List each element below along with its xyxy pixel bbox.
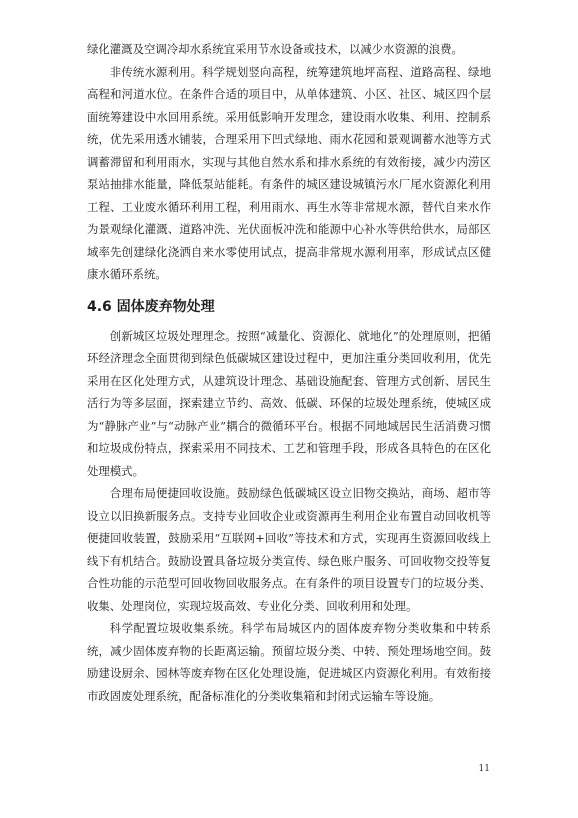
section-title: 固体废弃物处理 <box>116 298 215 315</box>
page-number: 11 <box>478 764 490 774</box>
paragraph-recycling-facilities: 合理布局便捷回收设施。鼓励绿色低碳城区设立旧物交换站，商场、超市等设立以旧换新服务点。支持专业回收企业或资源再生利用企业布置自动回收机等便捷回收装置，鼓励采用“互联网+回收”等技术和方式，实现再生资源回收线上线下有机结合。鼓励设置具备垃圾分类宣传、绿色账户服务、可回收物交投等复合性功能的示范型可回收物回收服务点。在有条件的项目设置专门的垃圾分类、收集、处理岗位，实现垃圾高效、专业化分类、回收利用和处理。 <box>87 486 491 613</box>
section-heading <box>87 296 491 318</box>
paragraph-continued: 绿化灌溉及空调冷却水系统宜采用节水设备或技术，以减少水资源的浪费。 <box>87 42 463 56</box>
section-number: 4.6 <box>87 298 112 315</box>
paragraph-waste-concept: 创新城区垃圾处理理念。按照“减量化、资源化、就地化”的处理原则，把循环经济理念全面贯彻到绿色低碳城区建设过程中，更加注重分类回收利用，优先采用在区化处理方式，从建筑设计理念、基础设施配套、管理方式创新、居民生活行为等多层面，探索建立节约、高效、低碳、环保的垃圾处理系统，使城区成为“静脉产业”与“动脉产业”耦合的微循环平台。根据不同地域居民生活消费习惯和垃圾成份特点，探索采用不同技术、工艺和管理手段，形成各具特色的在区化处理模式。 <box>87 328 491 478</box>
paragraph-nontraditional-water: 非传统水源利用。科学规划竖向高程，统筹建筑地坪高程、道路高程、绿地高程和河道水位。在条件合适的项目中，从单体建筑、小区、社区、城区四个层面统筹建设中水回用系统。采用低影响开发理念，建设雨水收集、利用、控制系统，优先采用透水铺装，合理采用下凹式绿地、雨水花园和景观调蓄水池等方式调蓄滞留和利用雨水，实现与其他自然水系和排水系统的有效衔接，减少内涝区泵站抽排水能量，降低泵站能耗。有条件的城区建设城镇污水厂尾水资源化利用工程、工业废水循环利用工程，利用雨水、再生水等非常规水源，替代自来水作为景观绿化灌溉、道路冲洗、光伏面板冲洗和能源中心补水等供给供水，局部区域率先创建绿化浇洒自来水零使用试点，提高非常规水源利用率，形成试点区健康水循环系统。 <box>87 64 491 281</box>
document-body <box>87 38 491 707</box>
paragraph-collection-system: 科学配置垃圾收集系统。科学布局城区内的固体废弃物分类收集和中转系统，减少固体废弃物的长距离运输。预留垃圾分类、中转、预处理场地空间。鼓励建设厨余、园林等废弃物在区化处理设施，促进城区内资源化利用。有效衔接市政固废处理系统，配备标准化的分类收集箱和封闭式运输车等设施。 <box>87 621 491 703</box>
